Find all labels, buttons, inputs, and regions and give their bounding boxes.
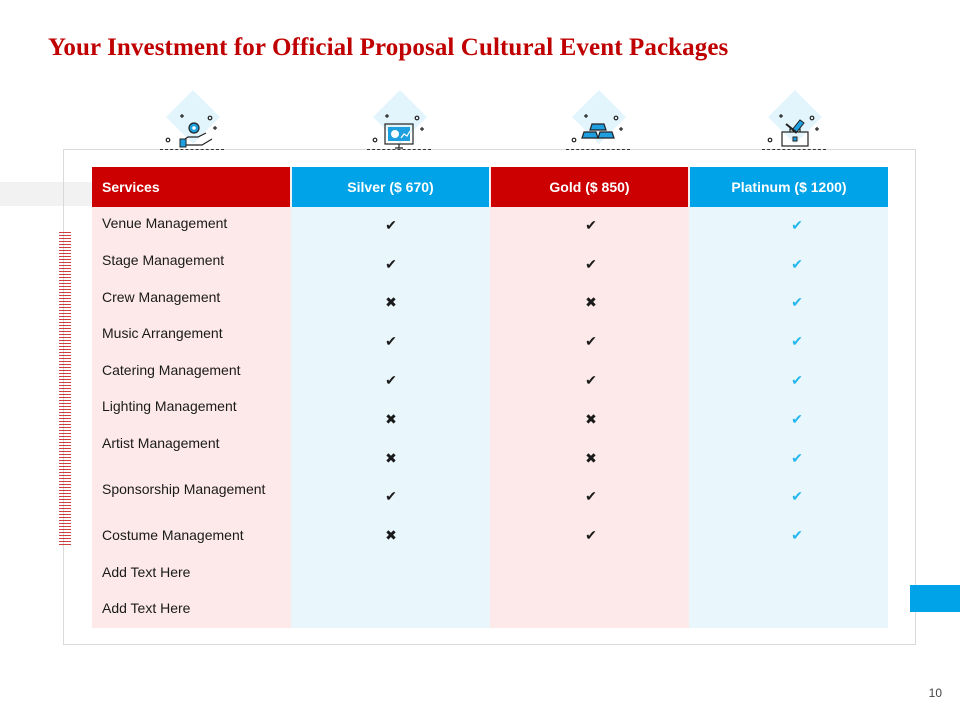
gold-mark-icon: ✔ (585, 333, 597, 349)
silver-mark-icon: ✔ (385, 256, 397, 272)
silver-mark-icon: ✖ (385, 411, 397, 427)
platinum-mark-icon: ✔ (791, 333, 803, 349)
monitor-chart-icon (367, 88, 431, 152)
platinum-mark-icon: ✔ (791, 372, 803, 388)
service-label: Costume Management (102, 527, 244, 543)
platinum-mark-icon: ✔ (791, 217, 803, 233)
service-label: Add Text Here (102, 564, 191, 580)
gold-mark-icon: ✖ (585, 411, 597, 427)
gold-bars-icon (566, 88, 630, 152)
striped-accent (59, 232, 71, 547)
service-label: Catering Management (102, 362, 241, 378)
gold-mark-icon: ✔ (585, 256, 597, 272)
platinum-mark-icon: ✔ (791, 411, 803, 427)
header-platinum: Platinum ($ 1200) (690, 167, 888, 207)
gold-mark-icon: ✔ (585, 372, 597, 388)
gold-mark-icon: ✔ (585, 488, 597, 504)
silver-mark-icon (381, 564, 401, 580)
silver-mark-icon: ✔ (385, 333, 397, 349)
platinum-mark-icon: ✔ (791, 450, 803, 466)
service-label: Artist Management (102, 435, 220, 451)
page-title: Your Investment for Official Proposal Cultural Event Packages (48, 34, 729, 61)
gold-mark-icon: ✖ (585, 294, 597, 310)
pricing-table (92, 167, 888, 628)
silver-mark-icon: ✖ (385, 527, 397, 543)
silver-mark-icon: ✖ (385, 450, 397, 466)
silver-mark-icon: ✔ (385, 217, 397, 233)
gold-mark-icon (581, 600, 601, 616)
platinum-mark-icon: ✔ (791, 488, 803, 504)
gold-mark-icon: ✔ (585, 527, 597, 543)
hand-gear-icon (160, 88, 224, 152)
platinum-mark-icon (787, 600, 807, 616)
blue-accent-bar (910, 585, 960, 612)
platinum-mark-icon: ✔ (791, 294, 803, 310)
service-label: Stage Management (102, 252, 225, 268)
gold-column (490, 167, 689, 628)
header-gold: Gold ($ 850) (491, 167, 688, 207)
platinum-mark-icon: ✔ (791, 256, 803, 272)
gold-mark-icon (581, 564, 601, 580)
gold-mark-icon: ✔ (585, 217, 597, 233)
service-label: Venue Management (102, 215, 228, 231)
silver-mark-icon (381, 600, 401, 616)
page-number: 10 (928, 686, 942, 700)
toolbox-icon (762, 88, 826, 152)
gold-mark-icon: ✖ (585, 450, 597, 466)
service-label: Sponsorship Management (102, 481, 266, 497)
silver-mark-icon: ✖ (385, 294, 397, 310)
platinum-mark-icon: ✔ (791, 527, 803, 543)
platinum-column (689, 167, 888, 628)
silver-column (291, 167, 490, 628)
service-label: Crew Management (102, 289, 221, 305)
service-label: Music Arrangement (102, 325, 223, 341)
service-label: Add Text Here (102, 600, 191, 616)
service-label: Lighting Management (102, 398, 237, 414)
silver-mark-icon: ✔ (385, 488, 397, 504)
platinum-mark-icon (787, 564, 807, 580)
header-services: Services (92, 167, 290, 207)
silver-mark-icon: ✔ (385, 372, 397, 388)
header-silver: Silver ($ 670) (292, 167, 489, 207)
